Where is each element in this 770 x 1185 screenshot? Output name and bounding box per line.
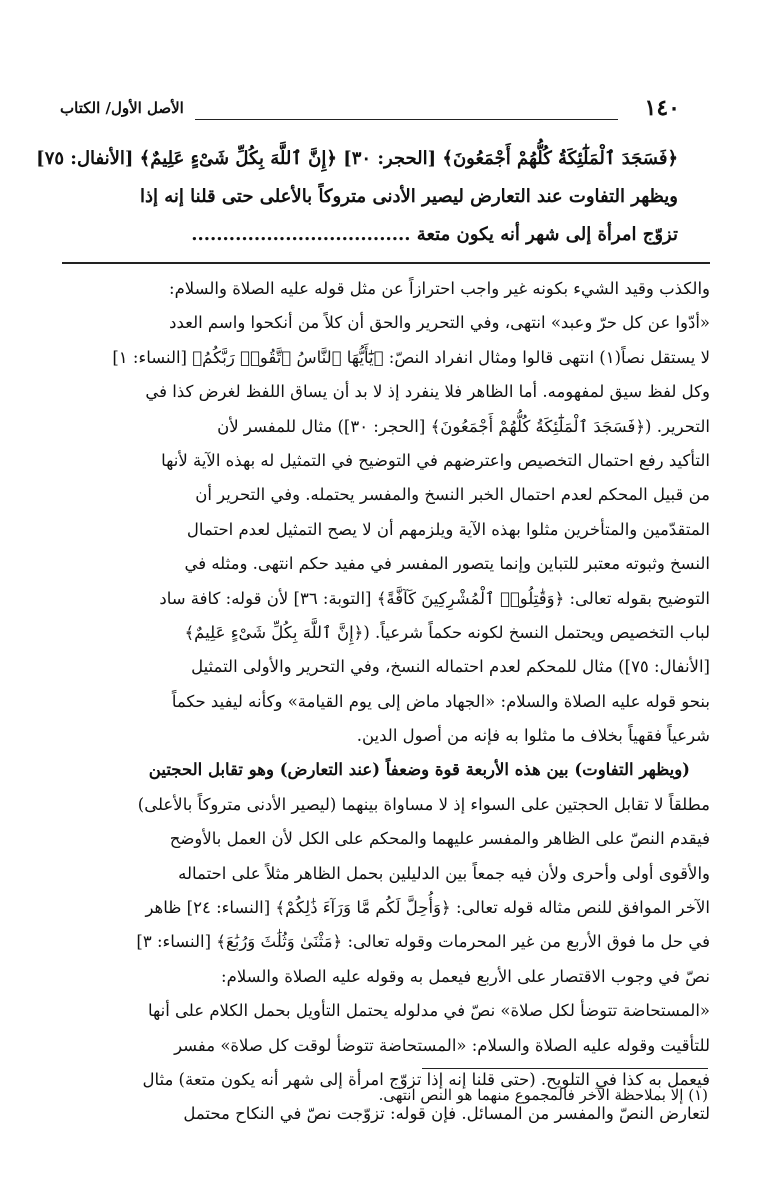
main-text-line: ﴿فَسَجَدَ ٱلْمَلَٰٓئِكَةُ كُلُّهُمْ أَجْمَعُونَ﴾ [الحجر: ٣٠] ﴿إِنَّ ٱللَّهَ بِكُلِّ شَىْءٍ عَلِيمٌ﴾ [الأنفال: ٧٥] xyxy=(36,148,678,169)
commentary-line: نصّ في وجوب الاقتصار على الأربع فيعمل به وقوله عليه الصلاة والسلام: xyxy=(221,966,710,986)
commentary-line: «أدّوا عن كل حرّ وعبد» انتهى، وفي التحرير والحق أن كلاً من أنكحوا واسم العدد xyxy=(169,313,710,333)
commentary-line: مطلقاً لا تقابل الحجتين على السواء إذ لا مساواة بينهما (ليصير الأدنى متروكاً بالأعلى) xyxy=(137,794,710,814)
commentary-line: للتأقيت وقوله عليه الصلاة والسلام: «المستحاضة تتوضأ لوقت كل صلاة» مفسر xyxy=(174,1035,710,1055)
commentary-line: لتعارض النصّ والمفسر من المسائل. فإن قوله: تزوّجت نصّ في النكاح محتمل xyxy=(183,1104,710,1124)
commentary-line: والكذب وقيد الشيء بكونه غير واجب احترازاً عن مثل قوله عليه الصلاة والسلام: xyxy=(169,279,710,298)
commentary-line: (ويظهر التفاوت) بين هذه الأربعة قوة وضعفاً (عند التعارض) وهو تقابل الحجتين xyxy=(148,760,690,780)
commentary-line: فيقدم النصّ على الظاهر والمفسر عليهما والمحكم على الكل لأن العمل بالأوضح xyxy=(169,829,710,849)
main-text xyxy=(36,140,678,254)
header-rule xyxy=(195,119,618,120)
commentary-line: [الأنفال: ٧٥]) مثال للمحكم لعدم احتماله النسخ، وفي التحرير والأولى التمثيل xyxy=(191,657,710,677)
commentary-text xyxy=(62,272,710,1132)
commentary-line: شرعياً فقهياً بخلاف ما مثلوا به فإنه من أصول الدين. xyxy=(356,726,710,746)
text-separator xyxy=(62,262,710,264)
running-title: الأصل الأول/ الكتاب xyxy=(60,99,184,117)
page-header xyxy=(60,95,680,133)
commentary-line: النسخ وثبوته معتبر للتباين وإنما يتصور المفسر في مفيد حكم انتهى. ومثله في xyxy=(184,554,710,574)
commentary-line: من قبيل المحكم لعدم احتمال الخبر النسخ والمفسر يحتمله. وفي التحرير أن xyxy=(195,485,710,505)
commentary-line: فيعمل به كذا في التلويح. (حتى قلنا إنه إذا تزوّج امرأة إلى شهر أنه يكون متعة) مثال xyxy=(142,1069,710,1089)
footnote: (١) إلا بملاحظة الآخر فالمجموع منهما هو النص انتهى. xyxy=(378,1086,708,1104)
footnote-separator xyxy=(422,1068,708,1069)
commentary-line: «المستحاضة تتوضأ لكل صلاة» نصّ في مدلوله يحتمل التأويل بحمل الكلام على أنها xyxy=(147,1001,710,1021)
page-number: ١٤٠ xyxy=(644,95,680,121)
commentary-line: التأكيد رفع احتمال التخصيص واعترضهم في التوضيح في التمثيل له بهذه الآية لأنها xyxy=(161,450,710,470)
commentary-line: والأقوى أولى وأحرى ولأن فيه جمعاً بين الدليلين بحمل الظاهر مثلاً على احتماله xyxy=(178,863,710,883)
commentary-line: وكل لفظ سيق لمفهومه. أما الظاهر فلا ينفرد إذ لا بد أن يساق اللفظ لغرض كذا في xyxy=(145,382,710,402)
commentary-line: التحرير. (﴿فَسَجَدَ ٱلْمَلَٰٓئِكَةُ كُلُّهُمْ أَجْمَعُونَ﴾ [الحجر: ٣٠]) مثال للمفسر لأن xyxy=(217,416,710,436)
commentary-line: لباب التخصيص ويحتمل النسخ لكونه حكماً شرعياً. (﴿إِنَّ ٱللَّهَ بِكُلِّ شَىْءٍ عَلِيمٌ﴾ xyxy=(184,622,710,642)
commentary-line: المتقدّمين والمتأخرين مثلوا بهذه الآية ويلزمهم أن لا يصح التمثيل لعدم احتمال xyxy=(186,519,710,539)
commentary-line: في حل ما فوق الأربع من غير المحرمات وقوله تعالى: ﴿مَثْنَىٰ وَثُلَٰثَ وَرُبَٰعَ﴾ [النساء: ٣] xyxy=(136,932,710,952)
commentary-line: لا يستقل نصاً(١) انتهى قالوا ومثال انفراد النصّ: ﴿يَٰٓأَيُّهَا ٱلنَّاسُ ٱتَّقُوا۟ رَبَّكُمُ﴾ [النساء: ١] xyxy=(112,347,710,367)
commentary-line: بنحو قوله عليه الصلاة والسلام: «الجهاد ماض إلى يوم القيامة» وكأنه ليفيد حكماً xyxy=(171,691,710,711)
main-text-line: تزوّج امرأة إلى شهر أنه يكون متعة ................................... xyxy=(191,224,678,245)
commentary-line: الآخر الموافق للنص مثاله قوله تعالى: ﴿وَأُحِلَّ لَكُم مَّا وَرَآءَ ذَٰلِكُمْ﴾ [النساء: ٢٤] ظاهر xyxy=(145,898,710,918)
commentary-line: التوضيح بقوله تعالى: ﴿وَقَٰتِلُوا۟ ٱلْمُشْرِكِينَ كَآفَّةً﴾ [التوبة: ٣٦] لأن قوله: كافة ساد xyxy=(159,588,710,608)
main-text-line: ويظهر التفاوت عند التعارض ليصير الأدنى متروكاً بالأعلى حتى قلنا إنه إذا xyxy=(139,186,678,207)
